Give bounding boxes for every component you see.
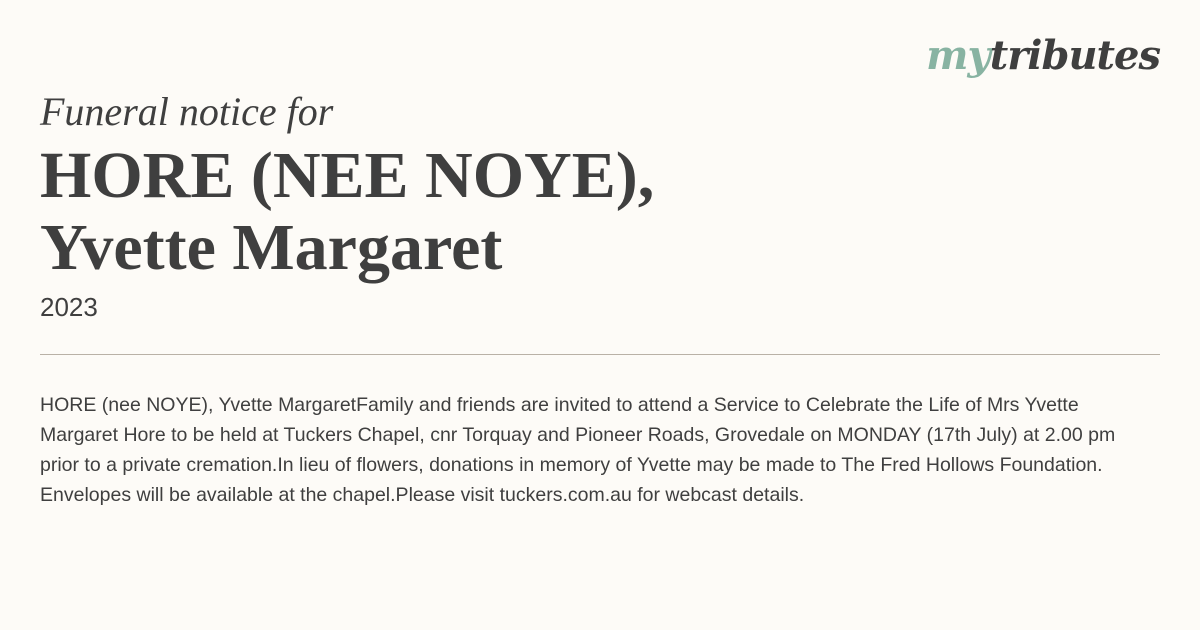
- logo-text-tributes: tributes: [989, 32, 1160, 79]
- mytributes-logo[interactable]: [926, 32, 1160, 80]
- deceased-name-line-2: Yvette Margaret: [40, 211, 503, 284]
- section-divider: [40, 354, 1160, 355]
- notice-body: HORE (nee NOYE), Yvette MargaretFamily and friends are invited to attend a Service to Celebrate the Life of Mrs Yvette Margaret Hore to be held at Tuckers Chapel, cnr Torquay and Pioneer Roads, Grovedale on MONDAY (17th July) at 2.00 pm prior to a private cremation.In lieu of flowers, donations in memory of Yvette may be made to The Fred Hollows Foundation. Envelopes will be available at the chapel.Please visit tuckers.com.au for webcast details.: [40, 394, 1121, 506]
- logo-text-my: my: [926, 32, 990, 79]
- notice-year: 2023: [40, 292, 98, 322]
- notice-type-label: Funeral notice for: [40, 89, 334, 134]
- deceased-name-line-1: HORE (NEE NOYE),: [40, 139, 655, 212]
- deceased-name: [40, 140, 1040, 284]
